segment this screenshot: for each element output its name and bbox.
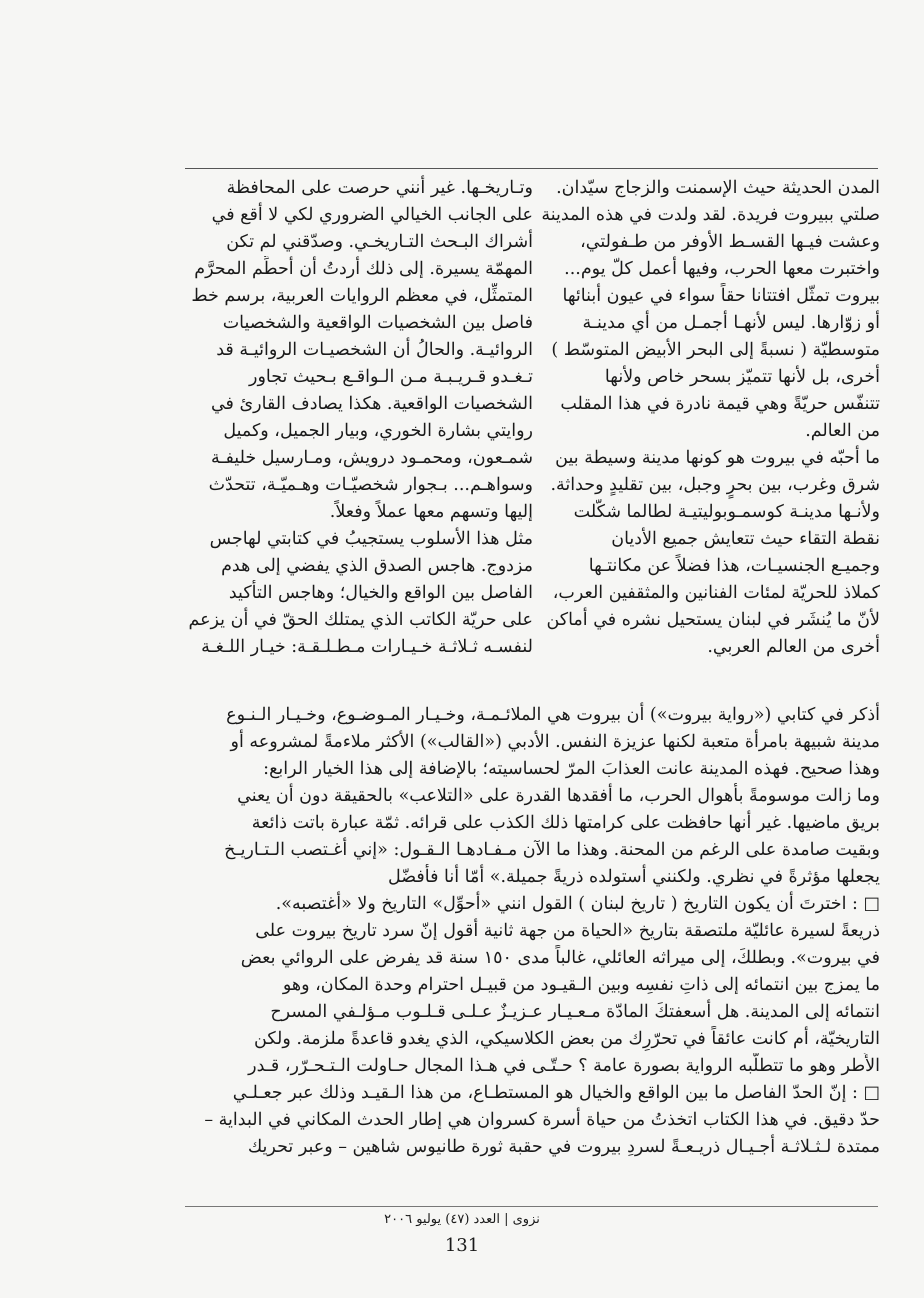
text-line: المهمّة يسيرة. إلى ذلك أردتُ أن أحطِّم المحرَّم xyxy=(194,259,533,279)
text-line: فاصل بين الشخصيات الواقعية والشخصيات xyxy=(222,313,533,333)
text-line: ولأنـها مدينـة كوسمـوبوليتيـة لطالما شكّلت xyxy=(573,502,880,522)
text-line: وعشت فيـها القسـط الأوفر من طـفولتي، xyxy=(580,232,880,252)
text-line: في بيروت». وبطلكَ، إلى ميراثه العائلي، غالباً مدى ١٥٠ سنة قد يفرض على الروائي بعض xyxy=(240,948,880,968)
footer-rule xyxy=(185,1206,878,1207)
text-line: حدّ دقيق. في هذا الكتاب اتخذتُ من حياة أسرة كسروان هي إطار الحدث المكاني في البداية – xyxy=(204,1110,880,1130)
text-line: بيروت تمثّل افتتانا حقاً سواء في عيون أبنائها xyxy=(562,286,880,306)
text-line: □ : إنّ الحدّ الفاصل ما بين الواقع والخيال هو المستطـاع، من هذا الـقيـد وذلك عبر جعـلـي xyxy=(232,1083,880,1103)
text-line: المدن الحديثة حيث الإسمنت والزجاج سيّدان. xyxy=(556,178,880,198)
text-line: التاريخيّة، أم كانت عائقاً في تحرّرِك من بعض الكلاسيكي، الذي يغدو قاعدةً ملزمة. ولكن xyxy=(254,1029,880,1049)
text-line: شرق وغرب، بين بحرٍ وجبل، بين تقليدٍ وحداثة. xyxy=(550,475,880,495)
text-line: □ : اخترتَ أن يكون التاريخ ( تاريخ لبنان ) القول انني «أحوِّل» التاريخ ولا «أغتصبه». xyxy=(275,894,880,914)
top-rule xyxy=(185,168,878,169)
issue-line: نزوى | العدد (٤٧) يوليو ٢٠٠٦ xyxy=(384,1212,540,1227)
text-line: وبقيت صامدة على الرغم من المحنة. وهذا ما الآن مـفـادهـا الـقـول: «إني أغـتصب الـتـاريـخ xyxy=(224,840,880,860)
text-line: الروائيـة. والحالُ أن الشخصيـات الروائيـة قد xyxy=(216,340,533,360)
text-line: وما زالت موسومةً بأهوال الحرب، ما أفقدها القدرة على «التلاعب» بالحقيقة دون أن يعني xyxy=(237,786,880,806)
text-line: وهذا صحيح. فهذه المدينة عانت العذابَ المرّ لحساسيته؛ بالإضافة إلى هذا الخيار الرابع: xyxy=(263,759,880,779)
text-line: الشخصيات الواقعية. هكذا يصادف القارئ في xyxy=(210,394,533,414)
text-line: مزدوج. هاجس الصدق الذي يفضي إلى هدم xyxy=(221,556,533,576)
text-line: بريق ماضيها. غير أنها حافظت على كرامتها ذلك الكذب على قرائه. ثمّة عبارة باتت ذائعة xyxy=(251,813,880,833)
text-line: الأُطر وهو ما تتطلّبه الرواية بصورة عامة ؟ حـتّـى في هـذا المجال حـاولت الـتـحـرّر، قـدر xyxy=(248,1056,880,1076)
text-line: على حريّة الكاتب الذي يمتلك الحقّ في أن يزعم xyxy=(188,610,533,630)
text-line: ما أحبّه في بيروت هو كونها مدينة وسيطة بين xyxy=(555,448,880,468)
text-line: صلتي ببيروت فريدة. لقد ولدت في هذه المدينة xyxy=(541,205,880,225)
text-line: المتمثِّل، في معظم الروايات العربية، برسم خط xyxy=(191,286,533,306)
text-line: وتـاريخـها. غير أنني حرصت على المحافظة xyxy=(226,178,533,198)
text-line: تـغـدو قـريـبـة مـن الـواقـع بـحيث تجاور xyxy=(249,367,533,387)
full-width-text xyxy=(185,702,880,1161)
text-line: الفاصل بين الواقع والخيال؛ وهاجس التأكيد xyxy=(228,583,533,603)
page-number: 131 xyxy=(444,1235,480,1256)
text-line: ما يمزج بين انتمائه إلى ذاتِ نفسِه وبين الـقيـود من قبيـل احترام وحدة المكان، وهو xyxy=(282,975,880,995)
text-line: مدينة شبيهة بامرأة متعبة لكنها عزيزة النفس. الأدبي («القالب») الأكثر ملاءمةً لمشروعه أو xyxy=(230,732,880,752)
text-line: نقطة التقاء حيث تتعايش جميع الأديان xyxy=(611,529,880,549)
text-line: واختبرت معها الحرب، وفيها أعمل كلّ يوم... xyxy=(564,259,880,279)
text-line: أشراك البـحث التـاريخـي. وصدّقني لم تكن xyxy=(226,232,533,252)
text-line: شمـعون، ومحمـود درويش، ومـارسيل خليفـة xyxy=(210,448,533,468)
left-column xyxy=(185,175,533,661)
text-line: وجميـع الجنسيـات، هذا فضلاً عن مكانتـها xyxy=(588,556,880,576)
text-line: كملاذ للحريّة لمئات الفنانين والمثقفين العرب، xyxy=(552,583,880,603)
text-line: أخرى من العالم العربي. xyxy=(707,637,880,657)
text-line: ذريعةً لسيرة عائليّة ملتصقة بتاريخ «الحياة من جهة ثانية أقول إنّ سرد تاريخ بيروت على xyxy=(255,921,880,941)
text-line: أذكر في كتابي («رواية بيروت») أن بيروت هي الملائـمـة، وخـيـار المـوضـوع، وخـيـار الـنـوع xyxy=(226,705,880,725)
text-line: وسواهـم... بـجوار شخصيّـات وهـميّـة، تتحدّث xyxy=(208,475,533,495)
text-line: أو زوّارها. ليس لأنهـا أجمـل من أي مدينـة xyxy=(582,313,880,333)
text-line: يجعلها مؤثرةً في نظري. ولكنني أستولده ذريةً جميلة.» أمّا أنا فأفضّل xyxy=(387,867,880,887)
text-line: ممتدة لـثـلاثـة أجـيـال ذريـعـةً لسردِ بيروت في حقبة ثورة طانيوس شاهين – وعبر تحريك xyxy=(247,1137,880,1157)
text-line: روايتي بشارة الخوري، وبيار الجميل، وكميل xyxy=(223,421,533,441)
text-line: لأنّ ما يُنشَر في لبنان يستحيل نشره في أماكن xyxy=(546,610,880,630)
text-line: من العالم. xyxy=(805,421,880,441)
right-column xyxy=(540,175,880,661)
text-line: لنفسـه ثـلاثـة خـيـارات مـطـلـقـة: خيـار اللـغـة xyxy=(201,637,533,657)
text-line: مثل هذا الأسلوب يستجيبُ في كتابتي لهاجس xyxy=(209,529,533,549)
text-line: انتمائه إلى المدينة. هل أسعفتكَ المادّة مـعـيـار عـزيـزٌ عـلـى قـلـوب مـؤلـفي المسرح xyxy=(270,1002,880,1022)
text-line: على الجانب الخيالي الضروري لكي لا أقع في xyxy=(211,205,533,225)
text-line: أخرى، بل لأنها تتميّز بسحر خاص ولأنها xyxy=(604,367,880,387)
text-line: متوسطيّة ( نسبةً إلى البحر الأبيض المتوسّط ) xyxy=(551,340,880,360)
text-line: إليها وتسهم معها عملاً وفعلاً. xyxy=(329,502,533,522)
text-line: تتنفّس حريّةً وهي قيمة نادرة في هذا المقلب xyxy=(560,394,880,414)
